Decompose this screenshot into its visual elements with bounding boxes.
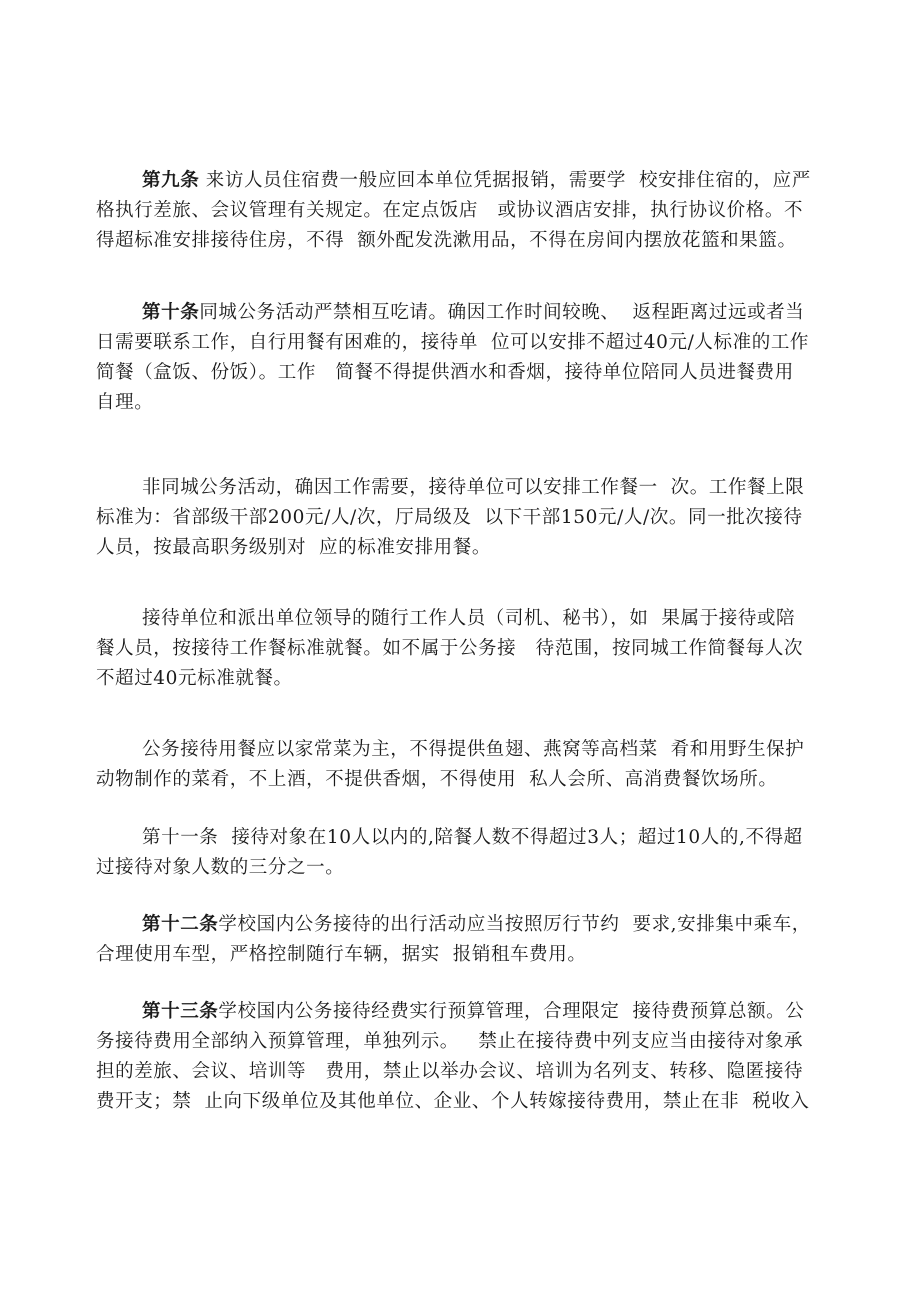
text-line: 过接待对象人数的三分之一。 xyxy=(96,857,345,878)
text-line: 日需要联系工作，自行用餐有困难的，接待单 位可以安排不超过40元/人标准的工作 xyxy=(96,332,810,353)
text-line: 非同城公务活动，确因工作需要，接待单位可以安排工作餐一 次。工作餐上限 xyxy=(142,477,805,498)
article-heading: 第十条 xyxy=(142,302,200,323)
text-line: 接待单位和派出单位领导的随行工作人员（司机、秘书），如 果属于接待或陪 xyxy=(142,608,796,629)
text-line: 担的差旅、会议、培训等 费用，禁止以举办会议、培训为名列支、转移、隐匿接待 xyxy=(96,1061,804,1082)
text-line: 格执行差旅、会议管理有关规定。在定点饭店 或协议酒店安排，执行协议价格。不 xyxy=(96,200,804,221)
article-heading: 第十二条 xyxy=(142,914,219,935)
text-line: 得超标准安排接待住房，不得 额外配发洗漱用品，不得在房间内摆放花篮和果篮。 xyxy=(96,230,797,251)
text-line: 务接待费用全部纳入预算管理，单独列示。 禁止在接待费中列支应当由接待对象承 xyxy=(96,1031,804,1052)
paragraph-article-11 xyxy=(96,823,836,883)
paragraph-non-local-meal xyxy=(96,473,836,563)
text-line: 标准为：省部级干部200元/人/次，厅局级及 以下干部150元/人/次。同一批次接待 xyxy=(96,507,803,528)
paragraph-article-13 xyxy=(96,997,836,1117)
text-line: 动物制作的菜肴，不上酒，不提供香烟，不得使用 私人会所、高消费餐饮场所。 xyxy=(96,769,778,790)
paragraph-article-10 xyxy=(96,298,836,418)
text-line: 第十二条学校国内公务接待的出行活动应当按照厉行节约 要求,安排集中乘车， xyxy=(142,914,811,935)
article-heading: 第九条 xyxy=(142,170,200,191)
text-line: 合理使用车型，严格控制随行车辆，据实 报销租车费用。 xyxy=(96,944,587,965)
text-line: 第十三条学校国内公务接待经费实行预算管理，合理限定 接待费预算总额。公 xyxy=(142,1001,805,1022)
text-line: 不超过40元标准就餐。 xyxy=(96,668,293,689)
paragraph-article-9 xyxy=(96,166,836,256)
paragraph-meal-standard xyxy=(96,735,836,795)
paragraph-article-12 xyxy=(96,910,836,970)
text-line: 自理。 xyxy=(96,392,154,413)
text-line: 餐人员，按接待工作餐标准就餐。如不属于公务接 待范围，按同城工作简餐每人次 xyxy=(96,638,804,659)
text-line: 第十一条 接待对象在10人以内的,陪餐人数不得超过3人；超过10人的,不得超 xyxy=(142,827,803,848)
article-heading: 第十三条 xyxy=(142,1001,219,1022)
text-line: 人员，按最高职务级别对 应的标准安排用餐。 xyxy=(96,537,491,558)
text-line: 公务接待用餐应以家常菜为主，不得提供鱼翅、燕窝等高档菜 肴和用野生保护 xyxy=(142,739,805,760)
paragraph-accompanying-staff xyxy=(96,604,836,694)
text-line: 第九条 来访人员住宿费一般应回本单位凭据报销，需要学 校安排住宿的，应严 xyxy=(142,170,811,191)
text-line: 第十条同城公务活动严禁相互吃请。确因工作时间较晚、 返程距离过远或者当 xyxy=(142,302,805,323)
text-line: 费开支；禁 止向下级单位及其他单位、企业、个人转嫁接待费用，禁止在非 税收入 xyxy=(96,1091,810,1112)
text-line: 简餐（盒饭、份饭）。工作 简餐不得提供酒水和香烟，接待单位陪同人员进餐费用 xyxy=(96,362,794,383)
